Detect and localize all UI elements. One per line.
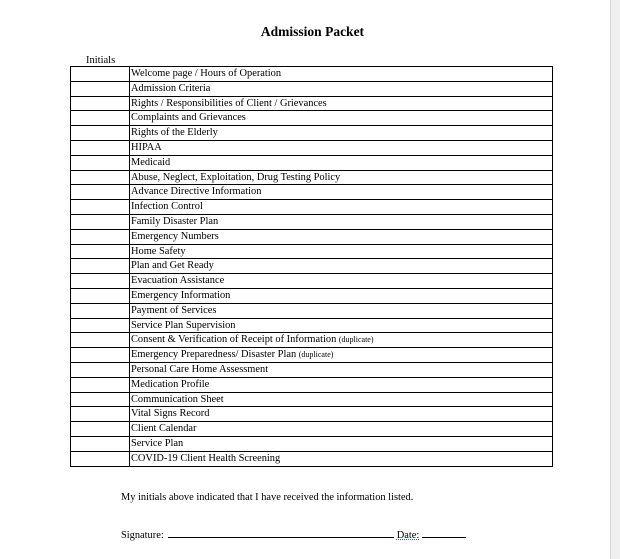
table-row (71, 185, 553, 200)
item-label-cell (130, 214, 553, 229)
initials-cell[interactable] (71, 185, 130, 200)
initials-cell[interactable] (71, 111, 130, 126)
initials-cell[interactable] (71, 362, 130, 377)
item-label: Welcome page / Hours of Operation (131, 68, 282, 79)
item-label-cell (130, 451, 553, 466)
signature-line (121, 528, 466, 542)
item-label: HIPAA (131, 141, 162, 153)
table-row (71, 407, 553, 422)
table-row (71, 451, 553, 466)
item-label-cell (130, 348, 553, 363)
table-row (71, 274, 553, 289)
item-label: Service Plan (131, 437, 184, 449)
item-label: Payment of Services (131, 304, 217, 316)
item-label: Consent & Verification of Receipt of Information (131, 334, 337, 346)
signature-label: Signature: (121, 530, 164, 541)
item-label: Abuse, Neglect, Exploitation, Drug Testing Policy (131, 171, 341, 183)
item-note: (duplicate) (338, 335, 374, 345)
item-label-cell (130, 67, 553, 82)
item-label-cell (130, 407, 553, 422)
table-row (71, 200, 553, 215)
initials-cell[interactable] (71, 96, 130, 111)
item-label: Communication Sheet (131, 393, 224, 405)
item-label: Rights / Responsibilities of Client / Grievances (131, 97, 327, 109)
item-label: Home Safety (131, 245, 186, 257)
item-label-cell (130, 229, 553, 244)
item-label-cell (130, 244, 553, 259)
table-row (71, 244, 553, 259)
item-label-cell (130, 96, 553, 111)
item-label: Family Disaster Plan (131, 215, 219, 227)
item-label-cell (130, 140, 553, 155)
initials-cell[interactable] (71, 214, 130, 229)
item-label-cell (130, 377, 553, 392)
table-row (71, 303, 553, 318)
initials-cell[interactable] (71, 140, 130, 155)
table-row (71, 362, 553, 377)
signature-field[interactable] (168, 528, 394, 538)
date-field[interactable] (422, 528, 466, 538)
item-label-cell (130, 436, 553, 451)
table-row (71, 436, 553, 451)
item-label: COVID-19 Client Health Screening (131, 452, 281, 464)
table-row (71, 259, 553, 274)
item-label: Vital Signs Record (131, 408, 210, 420)
table-row (71, 170, 553, 185)
item-label-cell (130, 155, 553, 170)
table-row (71, 155, 553, 170)
item-label-cell (130, 200, 553, 215)
item-label: Admission Criteria (131, 82, 211, 94)
item-label: Emergency Information (131, 289, 231, 301)
item-label: Emergency Numbers (131, 230, 219, 242)
item-label: Client Calendar (131, 423, 197, 435)
initials-column-label: Initials (86, 55, 116, 66)
table-row (71, 67, 553, 82)
item-label-cell (130, 170, 553, 185)
initials-cell[interactable] (71, 422, 130, 437)
item-label: Complaints and Grievances (131, 112, 246, 124)
table-row (71, 96, 553, 111)
item-label-cell (130, 81, 553, 96)
item-label: Plan and Get Ready (131, 260, 214, 272)
item-label: Evacuation Assistance (131, 275, 225, 287)
initials-cell[interactable] (71, 229, 130, 244)
item-label: Infection Control (131, 201, 203, 213)
item-label-cell (130, 274, 553, 289)
table-row (71, 318, 553, 333)
item-label-cell (130, 303, 553, 318)
table-row (71, 377, 553, 392)
initials-cell[interactable] (71, 407, 130, 422)
date-label: Date: (396, 530, 420, 541)
initials-cell[interactable] (71, 244, 130, 259)
acknowledgement-statement: My initials above indicated that I have received the information listed. (121, 492, 414, 503)
table-row (71, 422, 553, 437)
item-label-cell (130, 126, 553, 141)
initials-cell[interactable] (71, 348, 130, 363)
item-label: Medicaid (131, 156, 171, 168)
initials-cell[interactable] (71, 288, 130, 303)
table-row (71, 229, 553, 244)
initials-cell[interactable] (71, 318, 130, 333)
table-row (71, 126, 553, 141)
initials-cell[interactable] (71, 81, 130, 96)
initials-cell[interactable] (71, 155, 130, 170)
item-label: Advance Directive Information (131, 186, 262, 198)
initials-cell[interactable] (71, 333, 130, 348)
initials-cell[interactable] (71, 303, 130, 318)
table-row (71, 111, 553, 126)
item-label-cell (130, 259, 553, 274)
item-label-cell (130, 185, 553, 200)
table-row (71, 214, 553, 229)
item-label-cell (130, 333, 553, 348)
item-label: Medication Profile (131, 378, 210, 390)
item-label-cell (130, 318, 553, 333)
initials-cell[interactable] (71, 200, 130, 215)
initials-cell[interactable] (71, 436, 130, 451)
table-row (71, 140, 553, 155)
table-row (71, 288, 553, 303)
admission-checklist-table (70, 66, 553, 467)
table-row (71, 333, 553, 348)
item-note: (duplicate) (298, 350, 334, 360)
item-label: Emergency Preparedness/ Disaster Plan (131, 349, 297, 361)
item-label-cell (130, 422, 553, 437)
table-row (71, 81, 553, 96)
initials-cell[interactable] (71, 259, 130, 274)
item-label: Rights of the Elderly (131, 127, 218, 139)
item-label-cell (130, 362, 553, 377)
item-label-cell (130, 392, 553, 407)
item-label-cell (130, 111, 553, 126)
initials-cell[interactable] (71, 451, 130, 466)
initials-cell[interactable] (71, 67, 130, 82)
item-label-cell (130, 288, 553, 303)
item-label: Service Plan Supervision (131, 319, 236, 331)
initials-cell[interactable] (71, 126, 130, 141)
table-row (71, 348, 553, 363)
page-title: Admission Packet (260, 24, 365, 39)
initials-cell[interactable] (71, 274, 130, 289)
initials-cell[interactable] (71, 392, 130, 407)
initials-cell[interactable] (71, 170, 130, 185)
table-row (71, 392, 553, 407)
item-label: Personal Care Home Assessment (131, 363, 269, 375)
initials-cell[interactable] (71, 377, 130, 392)
